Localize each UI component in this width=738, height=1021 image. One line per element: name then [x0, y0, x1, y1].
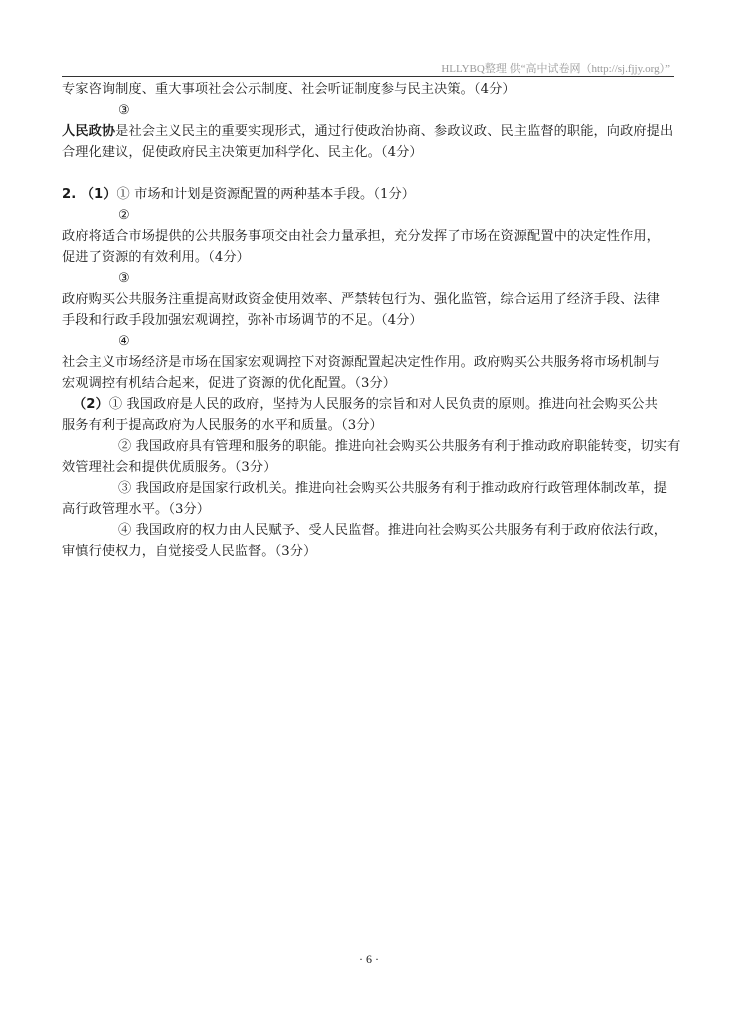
- paragraph-line: 合理化建议，促使政府民主决策更加科学化、民主化。（4分）: [62, 145, 423, 160]
- paragraph-line: [62, 121, 682, 142]
- paragraph-line: [62, 394, 682, 415]
- spacer: [62, 163, 682, 184]
- item-marker: ④: [118, 334, 130, 349]
- question-part-label: （1）: [80, 187, 117, 202]
- paragraph-line: ② 我国政府具有管理和服务的职能。推进向社会购买公共服务有利于推动政府职能转变，切实有: [118, 439, 681, 454]
- item-marker: ③: [118, 271, 130, 286]
- paragraph-line: ③ 我国政府是国家行政机关。推进向社会购买公共服务有利于推动政府行政管理体制改革，提: [118, 481, 668, 496]
- page-number: · 6 ·: [359, 952, 379, 966]
- paragraph-line: ④ 我国政府的权力由人民赋予、受人民监督。推进向社会购买公共服务有利于政府依法行政，: [118, 523, 668, 538]
- paragraph-text: ① 我国政府是人民的政府，坚持为人民服务的宗旨和对人民负责的原则。推进向社会购买公共: [108, 397, 658, 412]
- paragraph-line: 政府将适合市场提供的公共服务事项交由社会力量承担，充分发挥了市场在资源配置中的决定性作用，: [62, 229, 660, 244]
- paragraph-line: 手段和行政手段加强宏观调控，弥补市场调节的不足。（4分）: [62, 313, 423, 328]
- paragraph-line: 社会主义市场经济是市场在国家宏观调控下对资源配置起决定性作用。政府购买公共服务将市场机制与: [62, 355, 660, 370]
- item-marker: ③: [118, 103, 130, 118]
- page-header: [62, 60, 674, 77]
- paragraph-text: 是社会主义民主的重要实现形式，通过行使政治协商、参政议政、民主监督的职能，向政府提出: [115, 124, 674, 139]
- paragraph-line: 高行政管理水平。（3分）: [62, 502, 211, 517]
- answer-content: [62, 79, 682, 562]
- paragraph-text: ① 市场和计划是资源配置的两种基本手段。（1分）: [116, 187, 416, 202]
- paragraph-line: 服务有利于提高政府为人民服务的水平和质量。（3分）: [62, 418, 383, 433]
- paragraph-line: 政府购买公共服务注重提高财政资金使用效率、严禁转包行为、强化监管，综合运用了经济手段、法律: [62, 292, 660, 307]
- paragraph-line: 审慎行使权力，自觉接受人民监督。（3分）: [62, 544, 317, 559]
- paragraph-line: 宏观调控有机结合起来，促进了资源的优化配置。（3分）: [62, 376, 397, 391]
- question-number: 2.: [62, 187, 77, 202]
- question-heading: [62, 184, 682, 205]
- bold-term: 人民政协: [62, 124, 116, 139]
- paragraph-line: 效管理社会和提供优质服务。（3分）: [62, 460, 277, 475]
- paragraph-line: 专家咨询制度、重大事项社会公示制度、社会听证制度参与民主决策。（4分）: [62, 82, 516, 97]
- paragraph-line: 促进了资源的有效利用。（4分）: [62, 250, 250, 265]
- item-marker: ②: [118, 208, 130, 223]
- header-source-text: HLLYBQ整理 供“高中试卷网（http://sj.fjjy.org）”: [441, 63, 670, 75]
- question-part-label: （2）: [73, 397, 109, 412]
